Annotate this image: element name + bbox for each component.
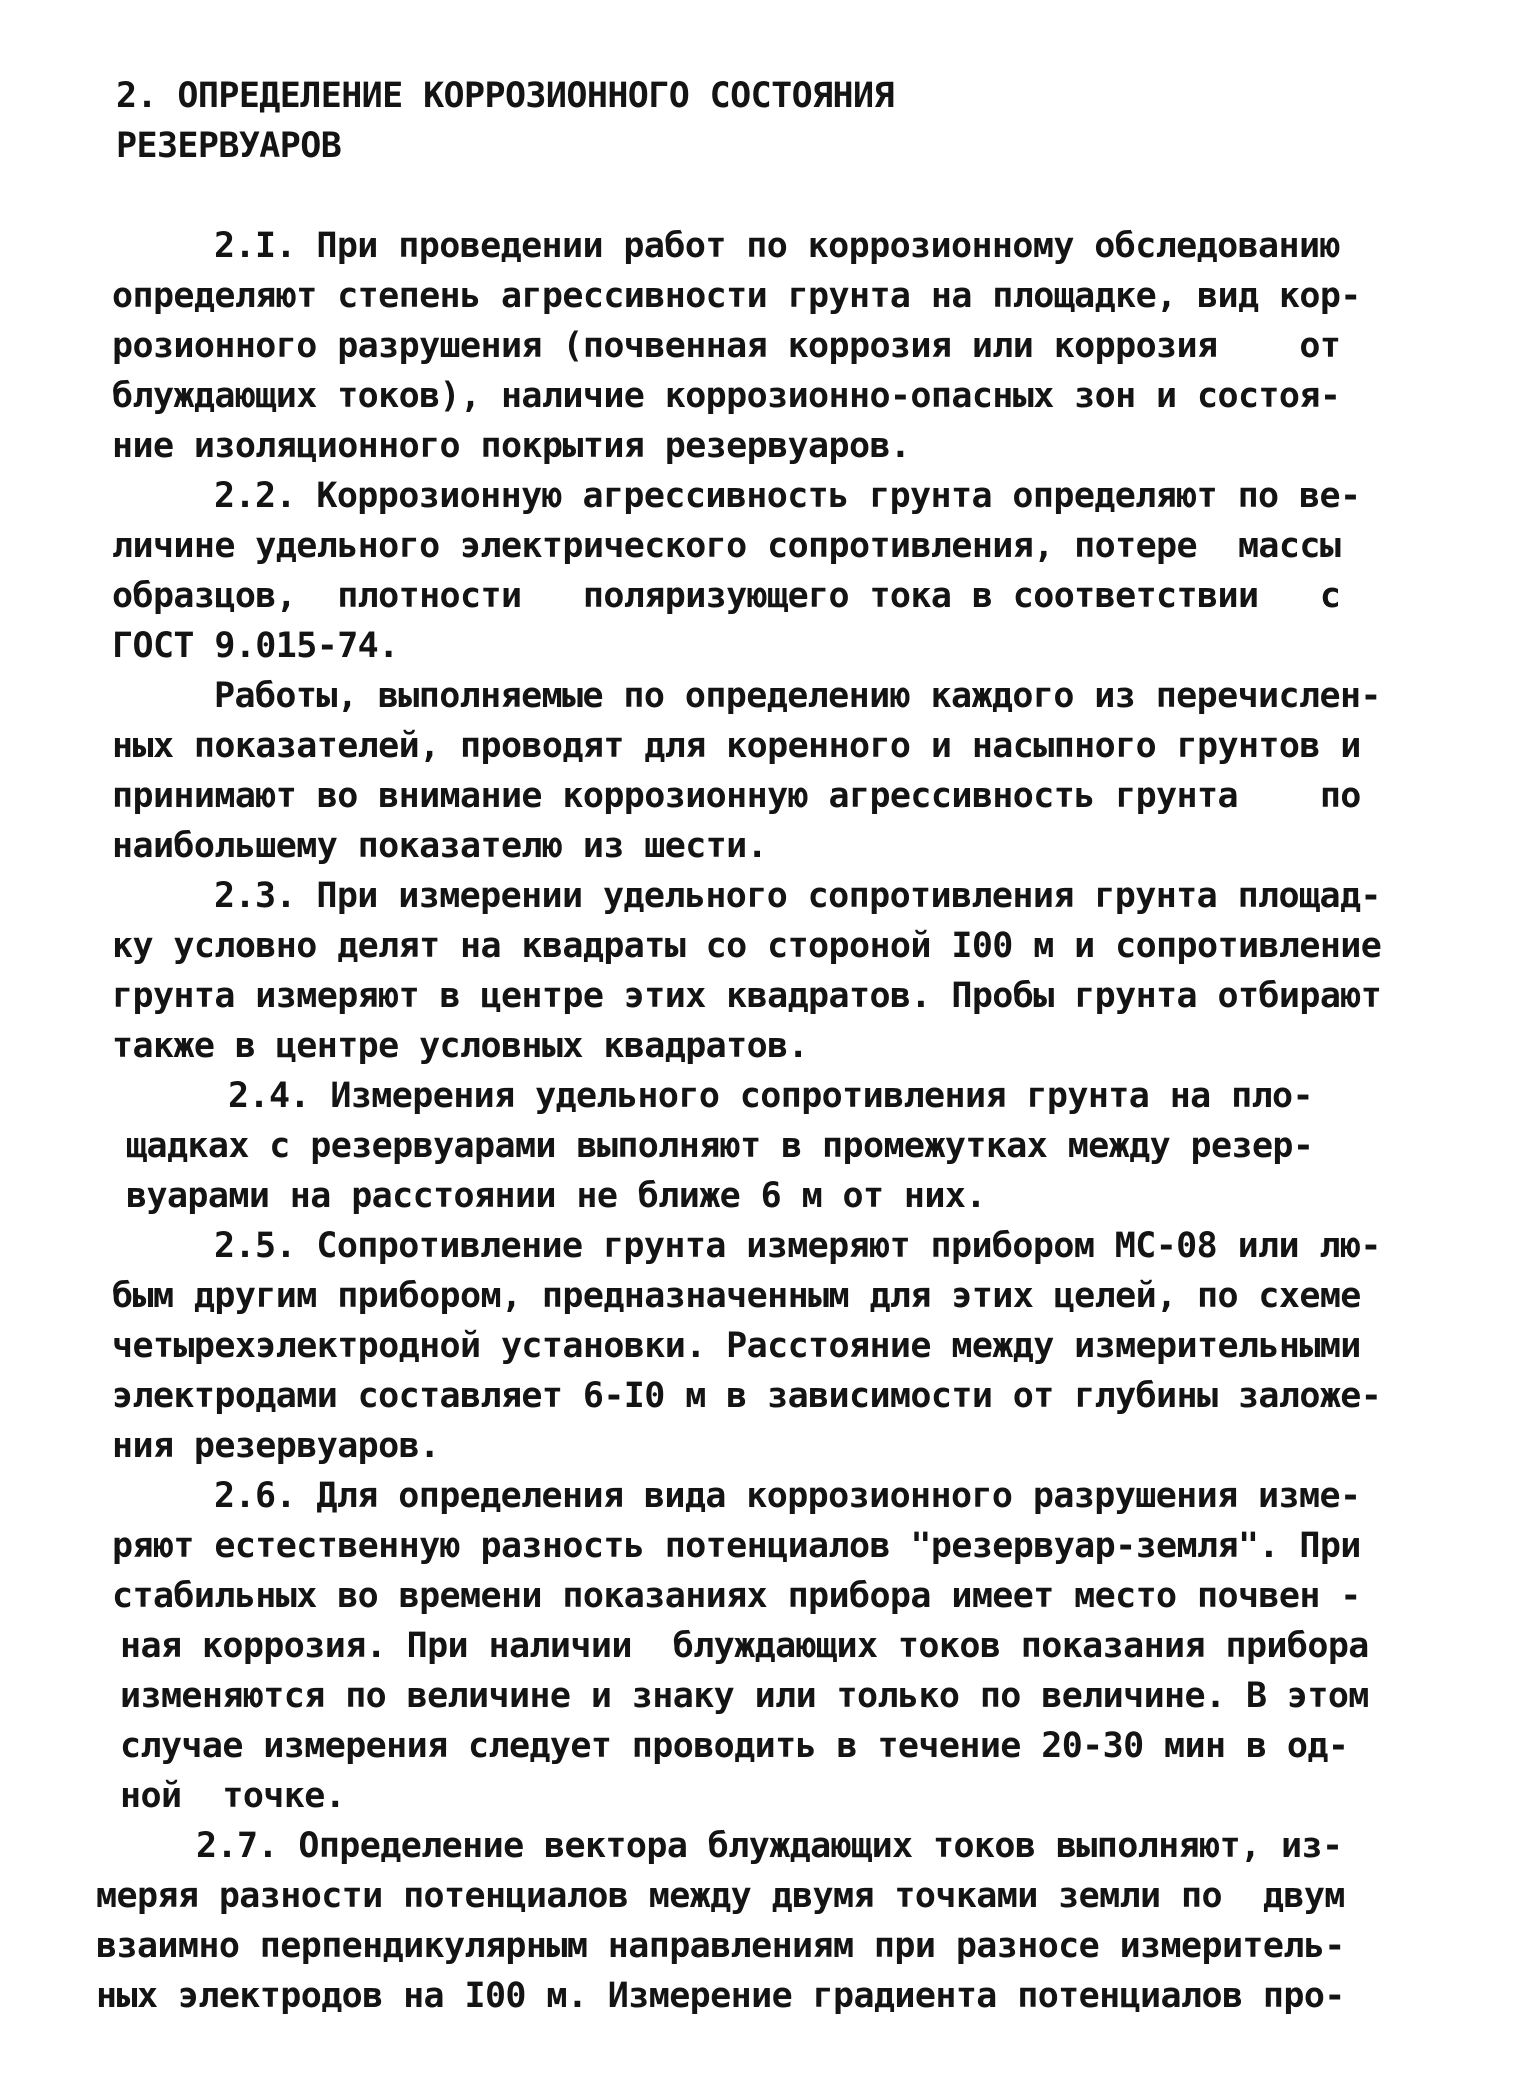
paragraph-2-2-line: ГОСТ 9.015-74. <box>112 626 399 666</box>
paragraph-2-5-line: четырехэлектродной установки. Расстояние между измерительными <box>112 1326 1361 1366</box>
paragraph-works-line: принимают во внимание коррозионную агрессивность грунта по <box>112 776 1361 816</box>
paragraph-2-6-line: стабильных во времени показаниях прибора имеет место почвен - <box>112 1576 1361 1616</box>
paragraph-2-2-line: личине удельного электрического сопротивления, потере массы <box>112 526 1341 566</box>
paragraph-2-6-line: изменяются по величине и знаку или только по величине. В этом <box>120 1676 1369 1716</box>
paragraph-2-3-line: ку условно делят на квадраты со стороной I00 м и сопротивление <box>112 926 1382 966</box>
paragraph-2-5-line: электродами составляет 6-I0 м в зависимости от глубины заложе- <box>112 1376 1382 1416</box>
paragraph-2-2-line: образцов, плотности поляризующего тока в соответствии с <box>112 576 1341 616</box>
paragraph-works-line: наибольшему показателю из шести. <box>112 826 768 866</box>
paragraph-works-line: ных показателей, проводят для коренного и насыпного грунтов и <box>112 726 1361 766</box>
section-heading-line-2: РЕЗЕРВУАРОВ <box>116 126 342 166</box>
paragraph-2-6-line: ной точке. <box>120 1776 346 1816</box>
paragraph-2-7-line: взаимно перпендикулярным направлениям при разносе измеритель- <box>96 1926 1345 1966</box>
paragraph-2-4-line: щадках с резервуарами выполняют в промежутках между резер- <box>126 1126 1314 1166</box>
paragraph-2-6-line: случае измерения следует проводить в течение 20-30 мин в од- <box>120 1726 1349 1766</box>
paragraph-2-1-line: определяют степень агрессивности грунта на площадке, вид кор- <box>112 276 1361 316</box>
paragraph-2-3-line: также в центре условных квадратов. <box>112 1026 809 1066</box>
paragraph-2-4-line: 2.4. Измерения удельного сопротивления грунта на пло- <box>228 1076 1314 1116</box>
paragraph-2-3-line: 2.3. При измерении удельного сопротивления грунта площад- <box>214 876 1381 916</box>
paragraph-2-5-line: 2.5. Сопротивление грунта измеряют прибором МС-08 или лю- <box>214 1226 1381 1266</box>
paragraph-2-6-line: ряют естественную разность потенциалов "резервуар-земля". При <box>112 1526 1361 1566</box>
paragraph-2-5-line: ния резервуаров. <box>112 1426 440 1466</box>
paragraph-2-5-line: бым другим прибором, предназначенным для этих целей, по схеме <box>112 1276 1361 1316</box>
paragraph-2-2-line: 2.2. Коррозионную агрессивность грунта определяют по ве- <box>214 476 1361 516</box>
paragraph-2-1-line: блуждающих токов), наличие коррозионно-опасных зон и состоя- <box>112 376 1341 416</box>
paragraph-2-1-line: 2.I. При проведении работ по коррозионному обследованию <box>214 226 1340 266</box>
paragraph-2-7-line: ных электродов на I00 м. Измерение градиента потенциалов про- <box>96 1976 1345 2016</box>
paragraph-2-3-line: грунта измеряют в центре этих квадратов. Пробы грунта отбирают <box>112 976 1382 1016</box>
paragraph-2-6-line: ная коррозия. При наличии блуждающих токов показания прибора <box>120 1626 1369 1666</box>
paragraph-2-6-line: 2.6. Для определения вида коррозионного разрушения изме- <box>214 1476 1361 1516</box>
paragraph-2-1-line: ние изоляционного покрытия резервуаров. <box>112 426 911 466</box>
paragraph-2-7-line: 2.7. Определение вектора блуждающих токов выполняют, из- <box>196 1826 1343 1866</box>
paragraph-2-1-line: розионного разрушения (почвенная коррозия или коррозия от <box>112 326 1341 366</box>
section-heading-line-1: 2. ОПРЕДЕЛЕНИЕ КОРРОЗИОННОГО СОСТОЯНИЯ <box>116 76 894 116</box>
paragraph-2-4-line: вуарами на расстоянии не ближе 6 м от них. <box>126 1176 986 1216</box>
paragraph-works-line: Работы, выполняемые по определению каждого из перечислен- <box>214 676 1381 716</box>
paragraph-2-7-line: меряя разности потенциалов между двумя точками земли по двум <box>96 1876 1345 1916</box>
